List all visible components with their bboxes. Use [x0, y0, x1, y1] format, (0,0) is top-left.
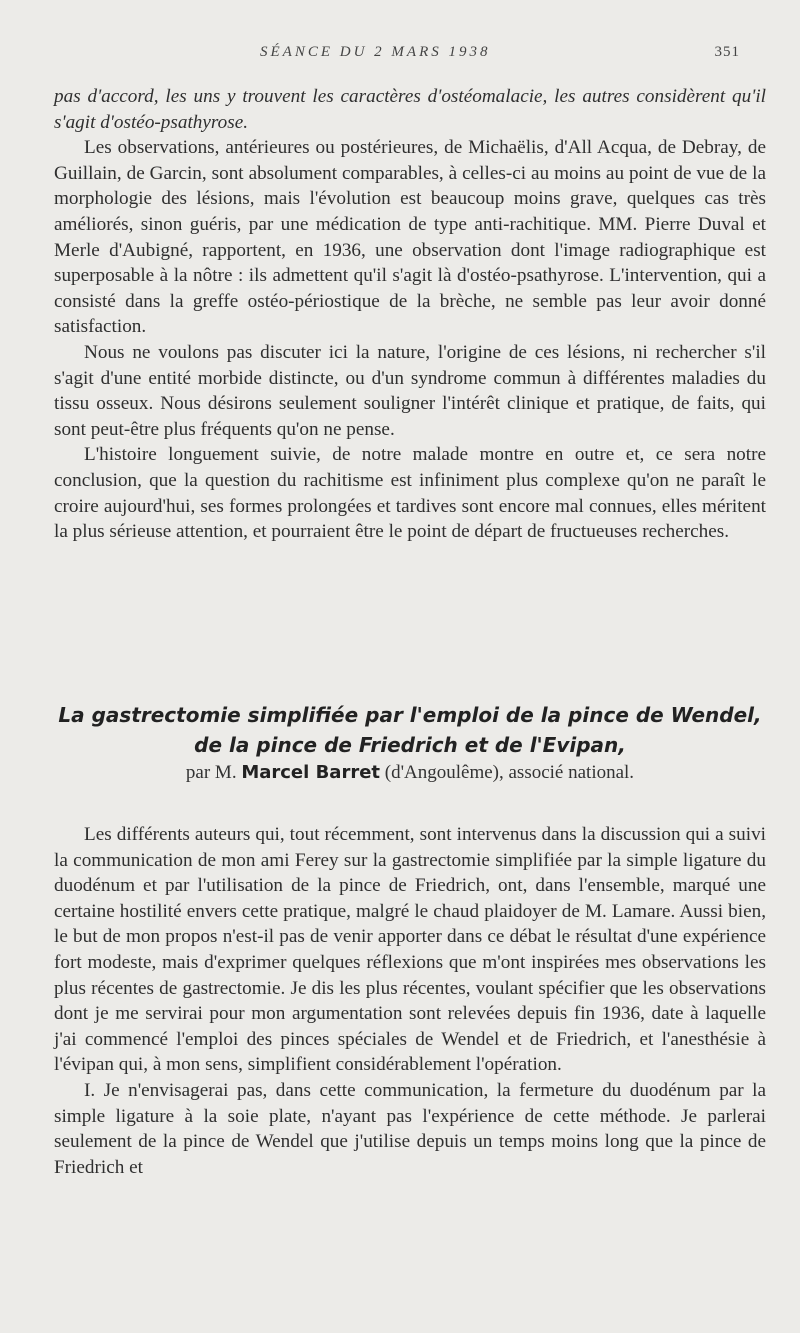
article-title-line1: La gastrectomie simplifiée par l'emploi de la pince de Wendel,	[58, 703, 762, 727]
continuation-text	[54, 84, 766, 545]
paragraph-observations: Les observations, antérieures ou postérieures, de Michaëlis, d'All Acqua, de Debray, de Guillain, de Garcin, sont absolument comparables, à celles-ci au moins au point de vue de la morphologie des lésions, mais l'évolution est beaucoup moins grave, quelques cas très améliorés, sinon guéris, par une médication de type anti-rachitique. MM. Pierre Duval et Merle d'Aubigné, rapportent, en 1936, une observation dont l'image radiographique est superposable à la nôtre : ils admettent qu'il s'agit là d'ostéo-psathyrose. L'intervention, qui a consisté dans la greffe ostéo-périostique de la brèche, ne semble pas leur avoir donné satisfaction.	[54, 137, 766, 338]
byline-suffix: (d'Angoulême), associé national.	[384, 762, 635, 783]
page-number: 351	[714, 44, 740, 60]
paragraph-discussion: Nous ne voulons pas discuter ici la nature, l'origine de ces lésions, ni rechercher s'il s'agit d'une entité morbide distincte, ou d'un syndrome commun à différentes maladies du tissu osseux. Nous désirons seulement souligner l'intérêt clinique et pratique, de faits, qui sont peut-être plus fréquents qu'on ne pense.	[54, 341, 766, 440]
article-title	[54, 700, 766, 760]
running-header	[260, 44, 740, 68]
byline	[54, 762, 766, 784]
author-name: Marcel Barret	[241, 762, 381, 783]
italic-continuation: pas d'accord, les uns y trouvent les caractères d'ostéomalacie, les autres considèrent qu'il s'agit d'ostéo-psathyrose.	[54, 86, 766, 133]
paragraph-conclusion: L'histoire longuement suivie, de notre malade montre en outre et, ce sera notre conclusion, que la question du rachitisme est infiniment plus complexe qu'on ne paraît le croire aujourd'hui, ses formes prolongées et tardives sont encore mal connues, elles méritent la plus sérieuse attention, et pourraient être le point de départ de fructueuses recherches.	[54, 444, 766, 543]
article-title-line2: de la pince de Friedrich et de l'Evipan,	[194, 733, 626, 757]
running-title: SÉANCE DU 2 MARS 1938	[260, 44, 491, 60]
byline-prefix: par M.	[185, 762, 237, 783]
article-body	[54, 822, 766, 1180]
paragraph-introduction: Les différents auteurs qui, tout récemment, sont intervenus dans la discussion qui a suivi la communication de mon ami Ferey sur la gastrectomie simplifiée par la simple ligature du duodénum et par l'utilisation de la pince de Friedrich, ont, dans l'ensemble, marqué une certaine hostilité envers cette pratique, malgré le chaud plaidoyer de M. Lamare. Aussi bien, le but de mon propos n'est-il pas de venir apporter dans ce débat le résultat d'une expérience fort modeste, mais d'exprimer quelques réflexions que m'ont inspirées mes observations les plus récentes de gastrectomie. Je dis les plus récentes, voulant spécifier que les observations dont je me servirai pour mon argumentation sont relevées depuis fin 1936, date à laquelle j'ai commencé l'emploi des pinces spéciales de Wendel et de Friedrich, et l'anesthésie à l'évipan qui, à mon sens, simplifient considérablement l'opération.	[54, 824, 766, 1076]
paragraph-section-one: I. Je n'envisagerai pas, dans cette communication, la fermeture du duodénum par la simple ligature à la soie plate, n'ayant pas l'expérience de cette méthode. Je parlerai seulement de la pince de Wendel que j'utilise depuis un temps moins long que la pince de Friedrich et	[54, 1079, 766, 1178]
